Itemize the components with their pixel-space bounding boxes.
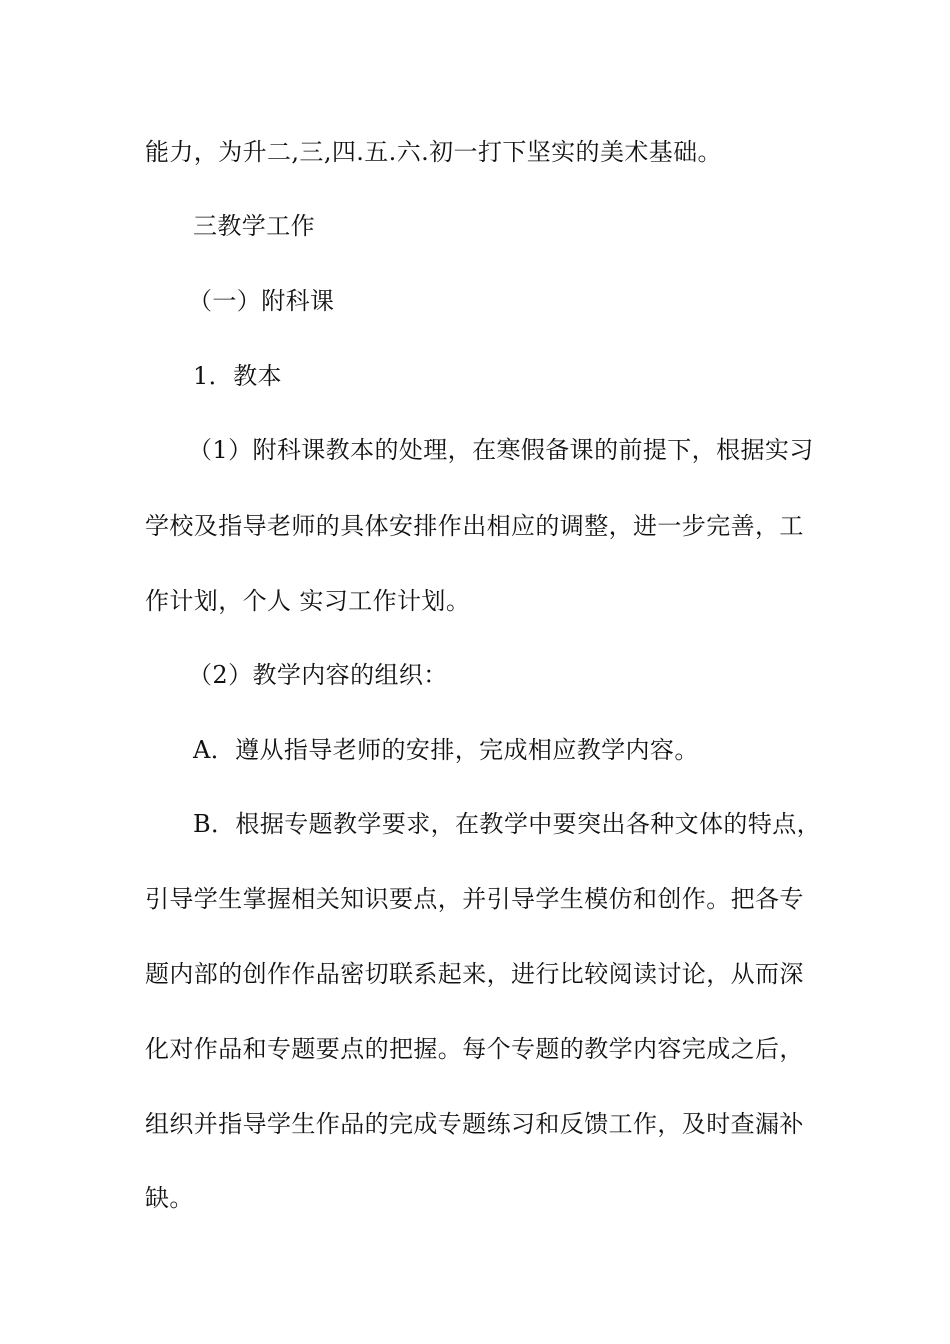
section-heading: 三教学工作 xyxy=(193,212,315,240)
text-line: B．根据专题教学要求，在教学中要突出各种文体的特点， xyxy=(193,810,822,838)
text-line: 组织并指导学生作品的完成专题练习和反馈工作，及时查漏补 xyxy=(145,1110,804,1138)
text-line: （2）教学内容的组织： xyxy=(188,661,448,689)
text-line: 题内部的创作作品密切联系起来，进行比较阅读讨论，从而深 xyxy=(145,960,804,988)
text-line: 能力，为升二,三,四.五.六.初一打下坚实的美术基础。 xyxy=(145,138,722,166)
text-line: 缺。 xyxy=(145,1184,194,1212)
text-line: 作计划，个人 实习工作计划。 xyxy=(145,587,471,615)
text-line: （1）附科课教本的处理，在寒假备课的前提下，根据实习 xyxy=(188,436,814,464)
subsection-heading: （一）附科课 xyxy=(188,287,335,315)
text-line: 化对作品和专题要点的把握。每个专题的教学内容完成之后， xyxy=(145,1035,804,1063)
item-heading: 1．教本 xyxy=(193,362,282,390)
text-line: 引导学生掌握相关知识要点，并引导学生模仿和创作。把各专 xyxy=(145,885,804,913)
text-line: 学校及指导老师的具体安排作出相应的调整，进一步完善，工 xyxy=(145,512,804,540)
text-line: A．遵从指导老师的安排，完成相应教学内容。 xyxy=(193,736,699,764)
